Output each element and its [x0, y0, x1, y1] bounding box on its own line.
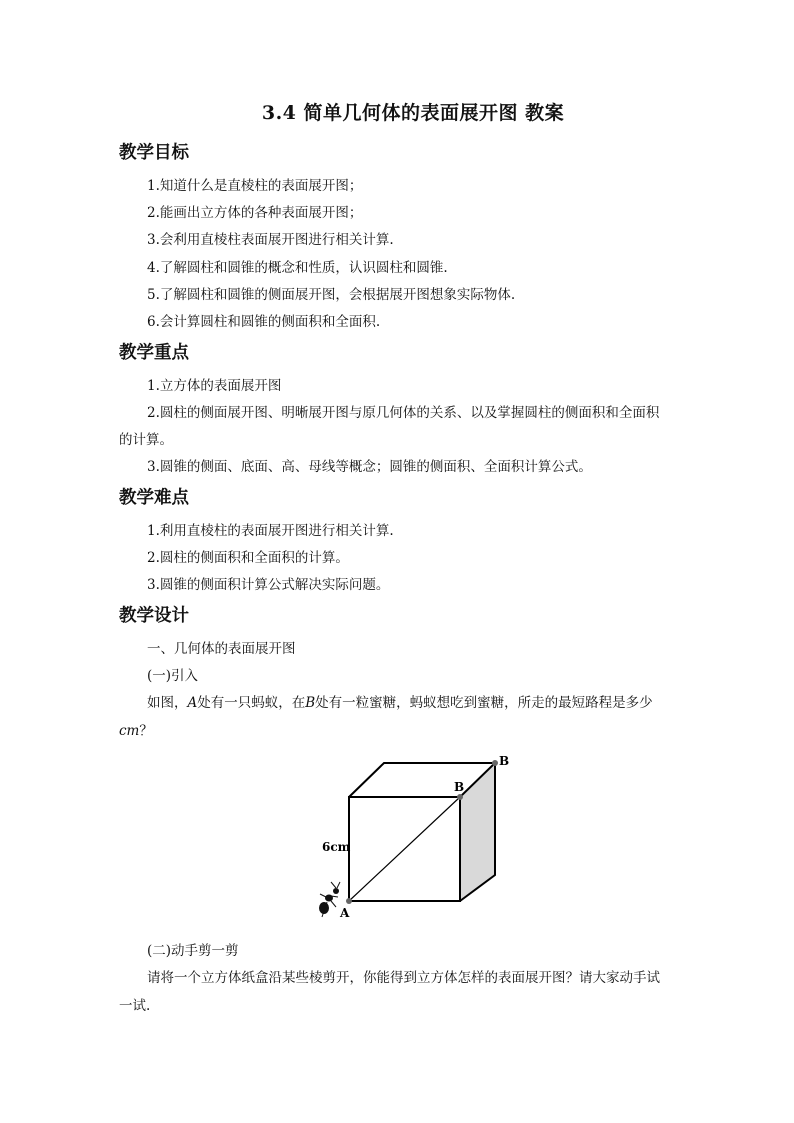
- heading-key-points: 教学重点: [119, 343, 189, 363]
- label-a: A: [340, 906, 350, 920]
- key-point-item: 2.圆柱的侧面展开图、明晰展开图与原几何体的关系、以及掌握圆柱的侧面积和全面积: [147, 405, 660, 421]
- section-heading: 一、几何体的表面展开图: [147, 641, 296, 657]
- goal-item: 3.会利用直棱柱表面展开图进行相关计算.: [147, 232, 394, 248]
- cube-figure: [300, 745, 530, 925]
- task-text: 请将一个立方体纸盒沿某些棱剪开，你能得到立方体怎样的表面展开图？请大家动手试: [147, 970, 660, 986]
- page-title: 3.4 简单几何体的表面展开图 教案: [261, 102, 565, 124]
- ant-icon: [319, 882, 340, 917]
- label-b-top: B: [499, 754, 510, 768]
- difficulty-item: 2.圆柱的侧面积和全面积的计算。: [147, 550, 349, 566]
- difficulty-item: 1.利用直棱柱的表面展开图进行相关计算.: [147, 523, 394, 539]
- key-point-item-continued: 的计算。: [119, 432, 173, 448]
- point-a-dot: [346, 898, 352, 904]
- subsection-heading: (二)动手剪一剪: [147, 943, 239, 959]
- goal-item: 4.了解圆柱和圆锥的概念和性质，认识圆柱和圆锥.: [147, 260, 448, 276]
- goal-item: 1.知道什么是直棱柱的表面展开图；: [147, 178, 363, 194]
- question-end: ？: [139, 723, 153, 739]
- heading-goals: 教学目标: [119, 143, 189, 163]
- label-b-front: B: [454, 780, 465, 794]
- question-part: 处有一只蚂蚁，在: [197, 695, 306, 711]
- unit-label: cm: [119, 723, 140, 739]
- point-a-label: A: [187, 695, 198, 711]
- key-point-item: 3.圆锥的侧面、底面、高、母线等概念；圆锥的侧面积、全面积计算公式。: [147, 459, 592, 475]
- task-text-continued: 一试.: [119, 998, 151, 1014]
- point-b-front-dot: [457, 794, 463, 800]
- point-b-top-dot: [492, 760, 498, 766]
- question-text-continued: [119, 719, 153, 739]
- heading-design: 教学设计: [119, 606, 189, 626]
- question-text: [147, 691, 653, 711]
- diagonal-path: [349, 797, 460, 901]
- goal-item: 6.会计算圆柱和圆锥的侧面积和全面积.: [147, 314, 381, 330]
- key-point-item: 1.立方体的表面展开图: [147, 378, 282, 394]
- question-part: 处有一粒蜜糖，蚂蚁想吃到蜜糖，所走的最短路程是多少: [315, 695, 653, 711]
- heading-difficulties: 教学难点: [119, 488, 189, 508]
- point-b-label: B: [305, 695, 316, 711]
- subsection-heading: (一)引入: [147, 668, 199, 684]
- cube-right-face: [460, 763, 495, 901]
- goal-item: 2.能画出立方体的各种表面展开图；: [147, 205, 363, 221]
- difficulty-item: 3.圆锥的侧面积计算公式解决实际问题。: [147, 577, 390, 593]
- goal-item: 5.了解圆柱和圆锥的侧面展开图，会根据展开图想象实际物体.: [147, 287, 516, 303]
- question-part: 如图，: [147, 695, 188, 711]
- edge-length-label: 6cm: [322, 840, 351, 854]
